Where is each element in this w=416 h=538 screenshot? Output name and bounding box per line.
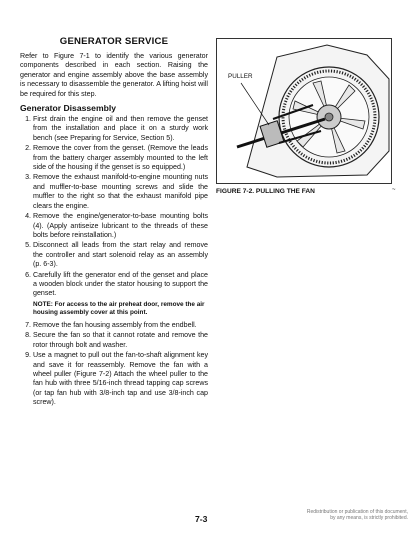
steps-list	[20, 115, 208, 299]
step-item: 7. Remove the fan housing assembly from the endbell.	[25, 320, 197, 329]
section-title: GENERATOR SERVICE	[59, 36, 169, 47]
step-item: 5. Disconnect all leads from the start relay and remove the controller and start solenoid relay as an assembly (p. 6-3).	[25, 241, 208, 269]
step-item: 4. Remove the engine/generator-to-base mounting bolts (4). (Apply antiseize lubricant to the threads of these bolts before reinstallation.)	[25, 212, 208, 239]
figure-tick-mark: ~	[392, 187, 396, 193]
figure-caption: FIGURE 7-2. PULLING THE FAN	[216, 188, 315, 195]
step-item: 3. Remove the exhaust manifold-to-engine mounting nuts and muffler-to-base mounting screws and slide the muffler to the right so that the exhaust manifold pipe clears the engine.	[25, 173, 208, 210]
step-item: 9. Use a magnet to pull out the fan-to-shaft alignment key and save it for reassembly. Remove the fan with a wheel puller (Figure 7-2) Attach the wheel puller to the fan hub with three 5/16-inch thread tapping cap screws (or tap fan hub with 3/8-inch tap and use 3/8-inch cap screw).	[25, 351, 208, 407]
step-item: 1. First drain the engine oil and then remove the genset from the installation and place it on a sturdy work bench (see Preparing for Service, Section 5).	[25, 115, 208, 142]
subsection-title: Generator Disassembly	[20, 103, 117, 114]
figure-illustration	[216, 38, 392, 184]
steps-list-continued	[20, 321, 208, 408]
footer-notice: Redistribution or publication of this document, by any means, is strictly prohibited.	[306, 509, 408, 522]
access-note: NOTE: For access to the air preheat door, remove the air housing assembly cover at this point.	[33, 300, 205, 317]
left-column	[20, 36, 208, 409]
fan-puller-drawing	[217, 39, 391, 183]
section-intro: Refer to Figure 7-1 to identify the various generator components described in each section. Raising the generator and engine assembly above the base assembly is necessary to disassemble the generator. A lifting hoist will be required for this step.	[20, 52, 208, 98]
step-item: 8. Secure the fan so that it cannot rotate and remove the rotor through bolt and washer.	[25, 331, 208, 349]
step-item: 6. Carefully lift the generator end of the genset and place a wooden block under the stator housing to support the genset.	[25, 270, 208, 298]
step-item: 2. Remove the cover from the genset. (Remove the leads from the battery charger assembly mounted to the left side of the housing if the genset is so equipped.)	[25, 144, 208, 172]
puller-label: PULLER	[228, 73, 253, 80]
page-number: 7-3	[195, 514, 208, 524]
